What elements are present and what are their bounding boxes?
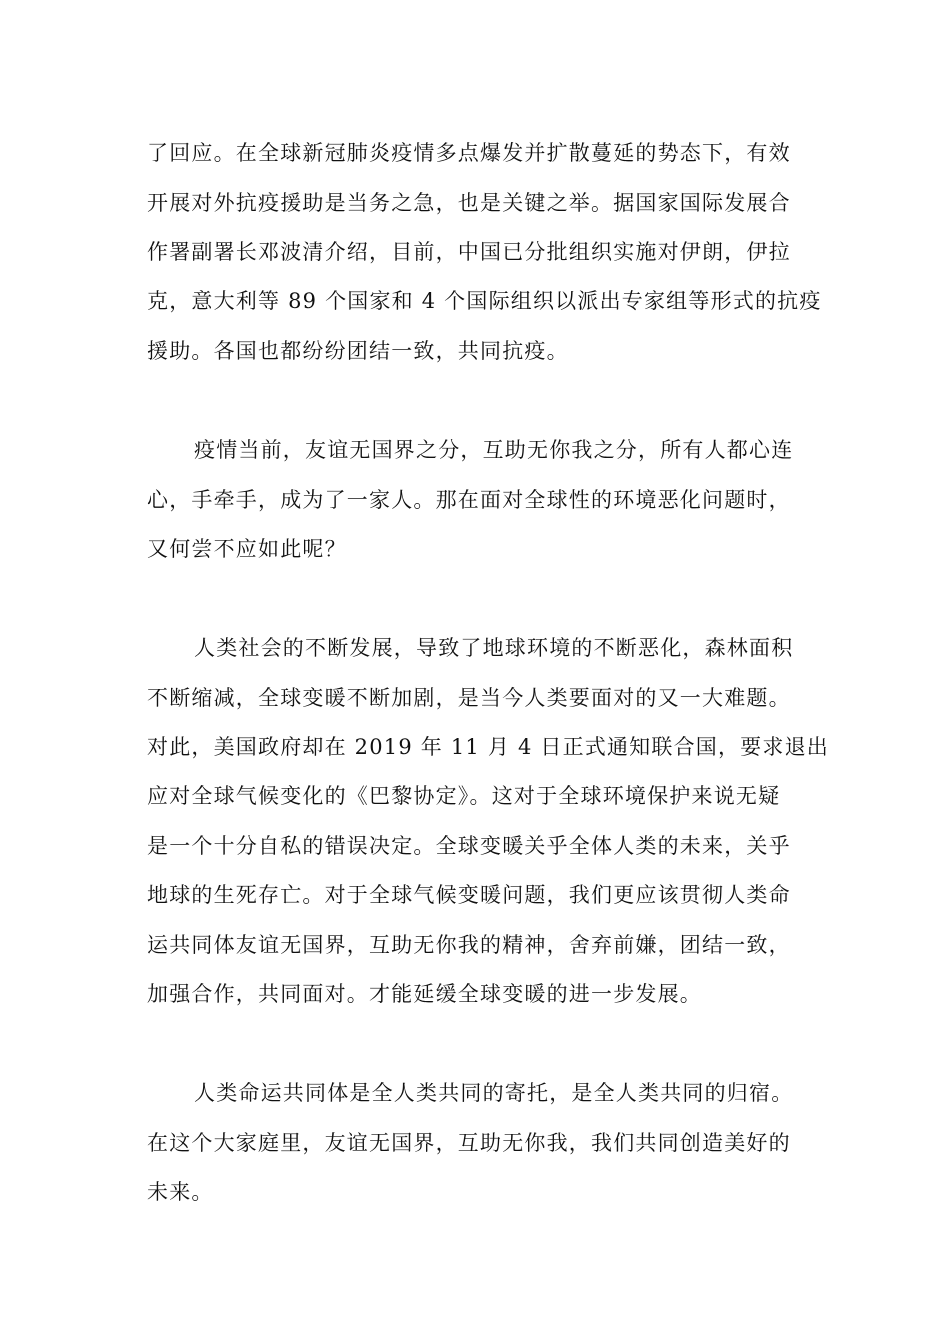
text-line: 开展对外抗疫援助是当务之急，也是关键之举。据国家国际发展合 bbox=[147, 191, 791, 215]
text-line: 应对全球气候变化的《巴黎协定》。这对于全球环境保护来说无疑 bbox=[147, 784, 781, 808]
text-line: 援助。各国也都纷纷团结一致，共同抗疫。 bbox=[147, 339, 569, 363]
text-line: 疫情当前，友谊无国界之分，互助无你我之分，所有人都心连 bbox=[194, 438, 794, 462]
text-line: 作署副署长邓波清介绍，目前，中国已分批组织实施对伊朗，伊拉 bbox=[147, 240, 791, 264]
text-line: 加强合作，共同面对。才能延缓全球变暖的进一步发展。 bbox=[147, 982, 702, 1006]
text-line: 又何尝不应如此呢？ bbox=[147, 537, 347, 561]
text-line: 地球的生死存亡。对于全球气候变暖问题，我们更应该贯彻人类命 bbox=[147, 883, 791, 907]
text-line: 运共同体友谊无国界，互助无你我的精神，舍弃前嫌，团结一致， bbox=[147, 933, 791, 957]
text-line: 不断缩减，全球变暖不断加剧，是当今人类要面对的又一大难题。 bbox=[147, 686, 791, 710]
text-line: 心，手牵手，成为了一家人。那在面对全球性的环境恶化问题时， bbox=[147, 488, 791, 512]
text-line: 了回应。在全球新冠肺炎疫情多点爆发并扩散蔓延的势态下，有效 bbox=[147, 141, 791, 165]
text-line: 人类社会的不断发展，导致了地球环境的不断恶化，森林面积 bbox=[194, 636, 794, 660]
text-line: 未来。 bbox=[147, 1180, 214, 1204]
text-line: 克，意大利等 89 个国家和 4 个国际组织以派出专家组等形式的抗疫 bbox=[147, 289, 822, 313]
text-line: 人类命运共同体是全人类共同的寄托，是全人类共同的归宿。 bbox=[194, 1081, 794, 1105]
text-line: 对此，美国政府却在 2019 年 11 月 4 日正式通知联合国，要求退出 bbox=[147, 735, 829, 759]
text-line: 在这个大家庭里，友谊无国界，互助无你我，我们共同创造美好的 bbox=[147, 1131, 791, 1155]
text-line: 是一个十分自私的错误决定。全球变暖关乎全体人类的未来，关乎 bbox=[147, 834, 791, 858]
